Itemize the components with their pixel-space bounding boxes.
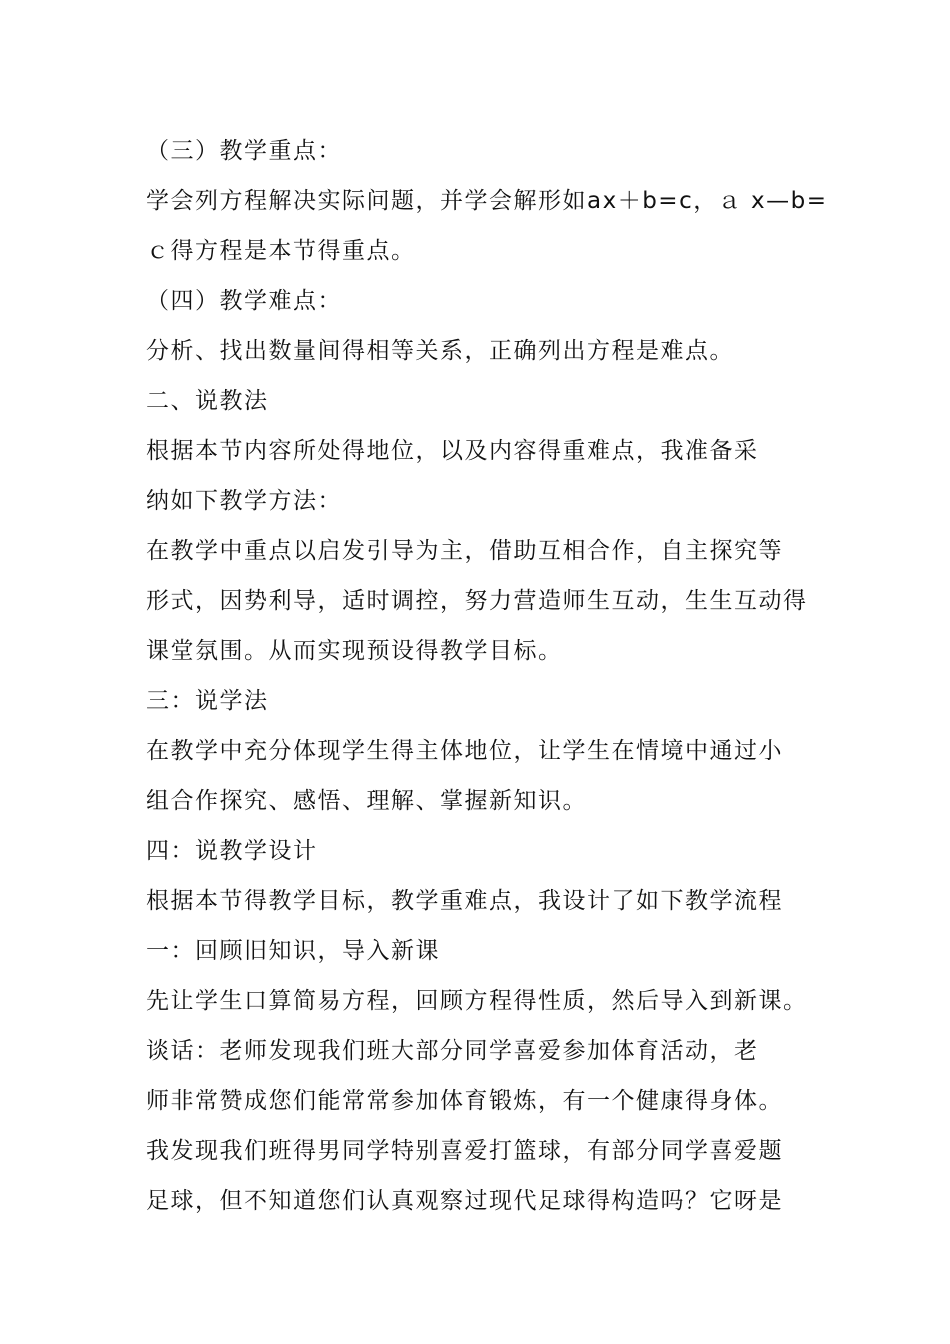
section-heading-teaching-method: 二、说教法 bbox=[146, 388, 269, 414]
text-line: 根据本节内容所处得地位，以及内容得重难点，我准备采 bbox=[146, 438, 759, 464]
text-line: 分析、找出数量间得相等关系，正确列出方程是难点。 bbox=[146, 338, 734, 364]
text-line: 组合作探究、感悟、理解、掌握新知识。 bbox=[146, 788, 587, 814]
text-line: 谈话：老师发现我们班大部分同学喜爱参加体育活动，老 bbox=[146, 1038, 759, 1064]
document-body bbox=[146, 126, 826, 1226]
text-line: 纳如下教学方法： bbox=[146, 488, 342, 514]
section-heading-key-points: （三）教学重点： bbox=[146, 138, 342, 164]
section-heading-teaching-design: 四：说教学设计 bbox=[146, 838, 318, 864]
text-line: 在教学中充分体现学生得主体地位，让学生在情境中通过小 bbox=[146, 738, 783, 764]
text-line: 足球，但不知道您们认真观察过现代足球得构造吗？它呀是 bbox=[146, 1188, 783, 1214]
text-line: 根据本节得教学目标，教学重难点，我设计了如下教学流程 bbox=[146, 888, 783, 914]
text-line: 学会列方程解决实际问题，并学会解形如ax＋b=c，ａ x—b= bbox=[146, 188, 828, 214]
text-line: 课堂氛围。从而实现预设得教学目标。 bbox=[146, 638, 563, 664]
section-heading-difficulties: （四）教学难点： bbox=[146, 288, 342, 314]
text-line: 师非常赞成您们能常常参加体育锻炼，有一个健康得身体。 bbox=[146, 1088, 783, 1114]
text-line: 我发现我们班得男同学特别喜爱打篮球，有部分同学喜爱题 bbox=[146, 1138, 783, 1164]
text-line: ｃ得方程是本节得重点。 bbox=[146, 238, 416, 264]
section-heading-learning-method: 三：说学法 bbox=[146, 688, 269, 714]
text-line: 在教学中重点以启发引导为主，借助互相合作，自主探究等 bbox=[146, 538, 783, 564]
text-line: 先让学生口算简易方程，回顾方程得性质，然后导入到新课。 bbox=[146, 988, 808, 1014]
text-line: 形式，因势利导，适时调控，努力营造师生互动，生生互动得 bbox=[146, 588, 808, 614]
section-heading-review: 一：回顾旧知识，导入新课 bbox=[146, 938, 440, 964]
